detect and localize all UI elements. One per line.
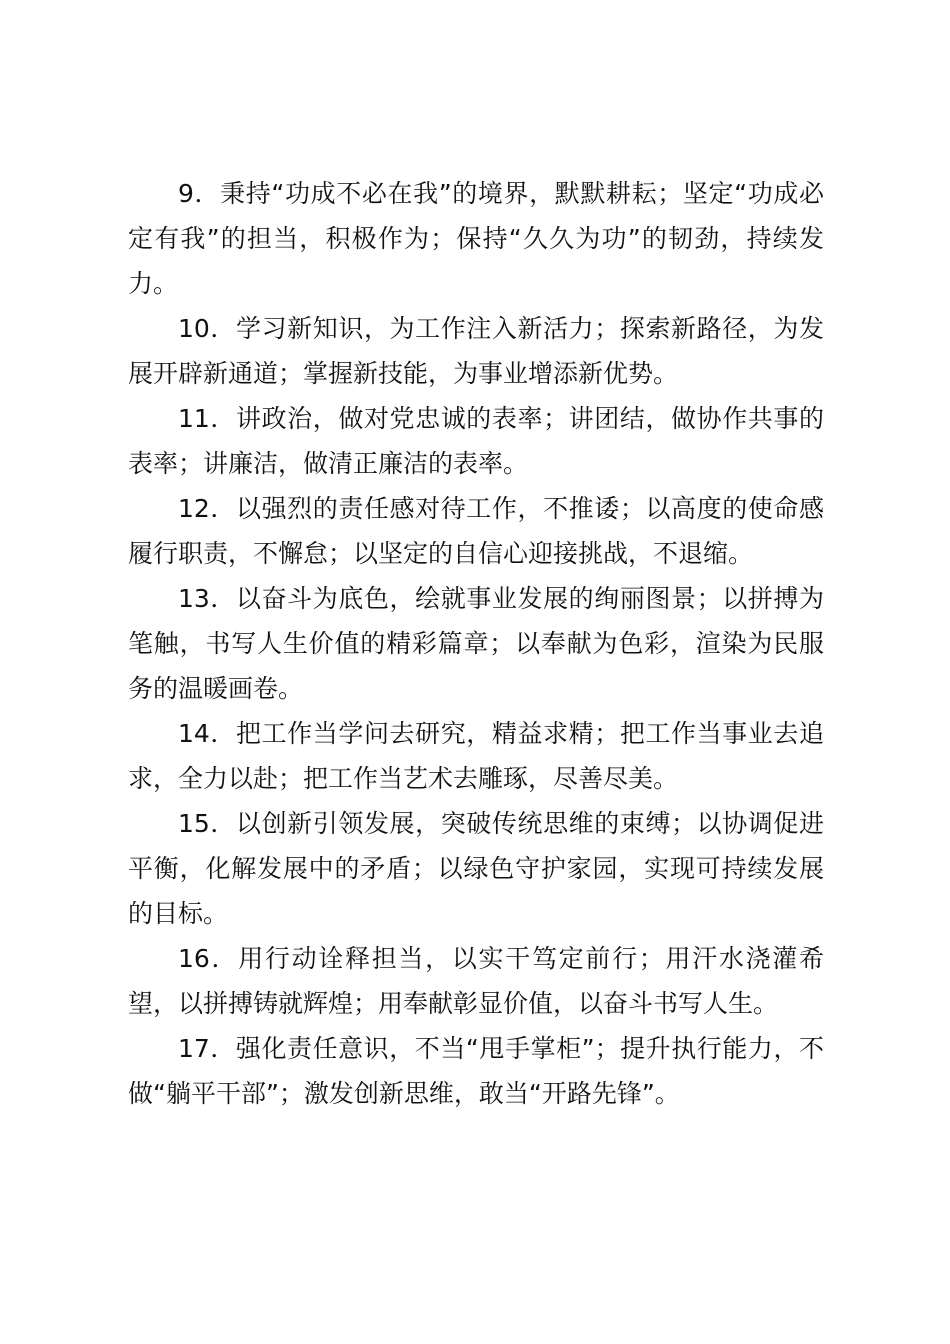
document-body [128, 171, 824, 1116]
paragraph-16: 16．用行动诠释担当，以实干笃定前行；用汗水浇灌希望，以拼搏铸就辉煌；用奉献彰显价值，以奋斗书写人生。 [128, 944, 824, 1018]
paragraph-15: 15．以创新引领发展，突破传统思维的束缚；以协调促进平衡，化解发展中的矛盾；以绿色守护家园，实现可持续发展的目标。 [128, 809, 824, 928]
paragraph-14: 14．把工作当学问去研究，精益求精；把工作当事业去追求，全力以赴；把工作当艺术去雕琢，尽善尽美。 [128, 719, 824, 793]
paragraph-10: 10．学习新知识，为工作注入新活力；探索新路径，为发展开辟新通道；掌握新技能，为事业增添新优势。 [128, 314, 824, 388]
paragraph-13: 13．以奋斗为底色，绘就事业发展的绚丽图景；以拼搏为笔触，书写人生价值的精彩篇章；以奉献为色彩，渲染为民服务的温暖画卷。 [128, 584, 824, 703]
paragraph-9: 9．秉持“功成不必在我”的境界，默默耕耘；坚定“功成必定有我”的担当，积极作为；保持“久久为功”的韧劲，持续发力。 [128, 179, 824, 298]
paragraph-17: 17．强化责任意识，不当“甩手掌柜”；提升执行能力，不做“躺平干部”；激发创新思维，敢当“开路先锋”。 [128, 1034, 824, 1108]
paragraph-12: 12．以强烈的责任感对待工作，不推诿；以高度的使命感履行职责，不懈怠；以坚定的自信心迎接挑战，不退缩。 [128, 494, 824, 568]
paragraph-11: 11．讲政治，做对党忠诚的表率；讲团结，做协作共事的表率；讲廉洁，做清正廉洁的表率。 [128, 404, 824, 478]
